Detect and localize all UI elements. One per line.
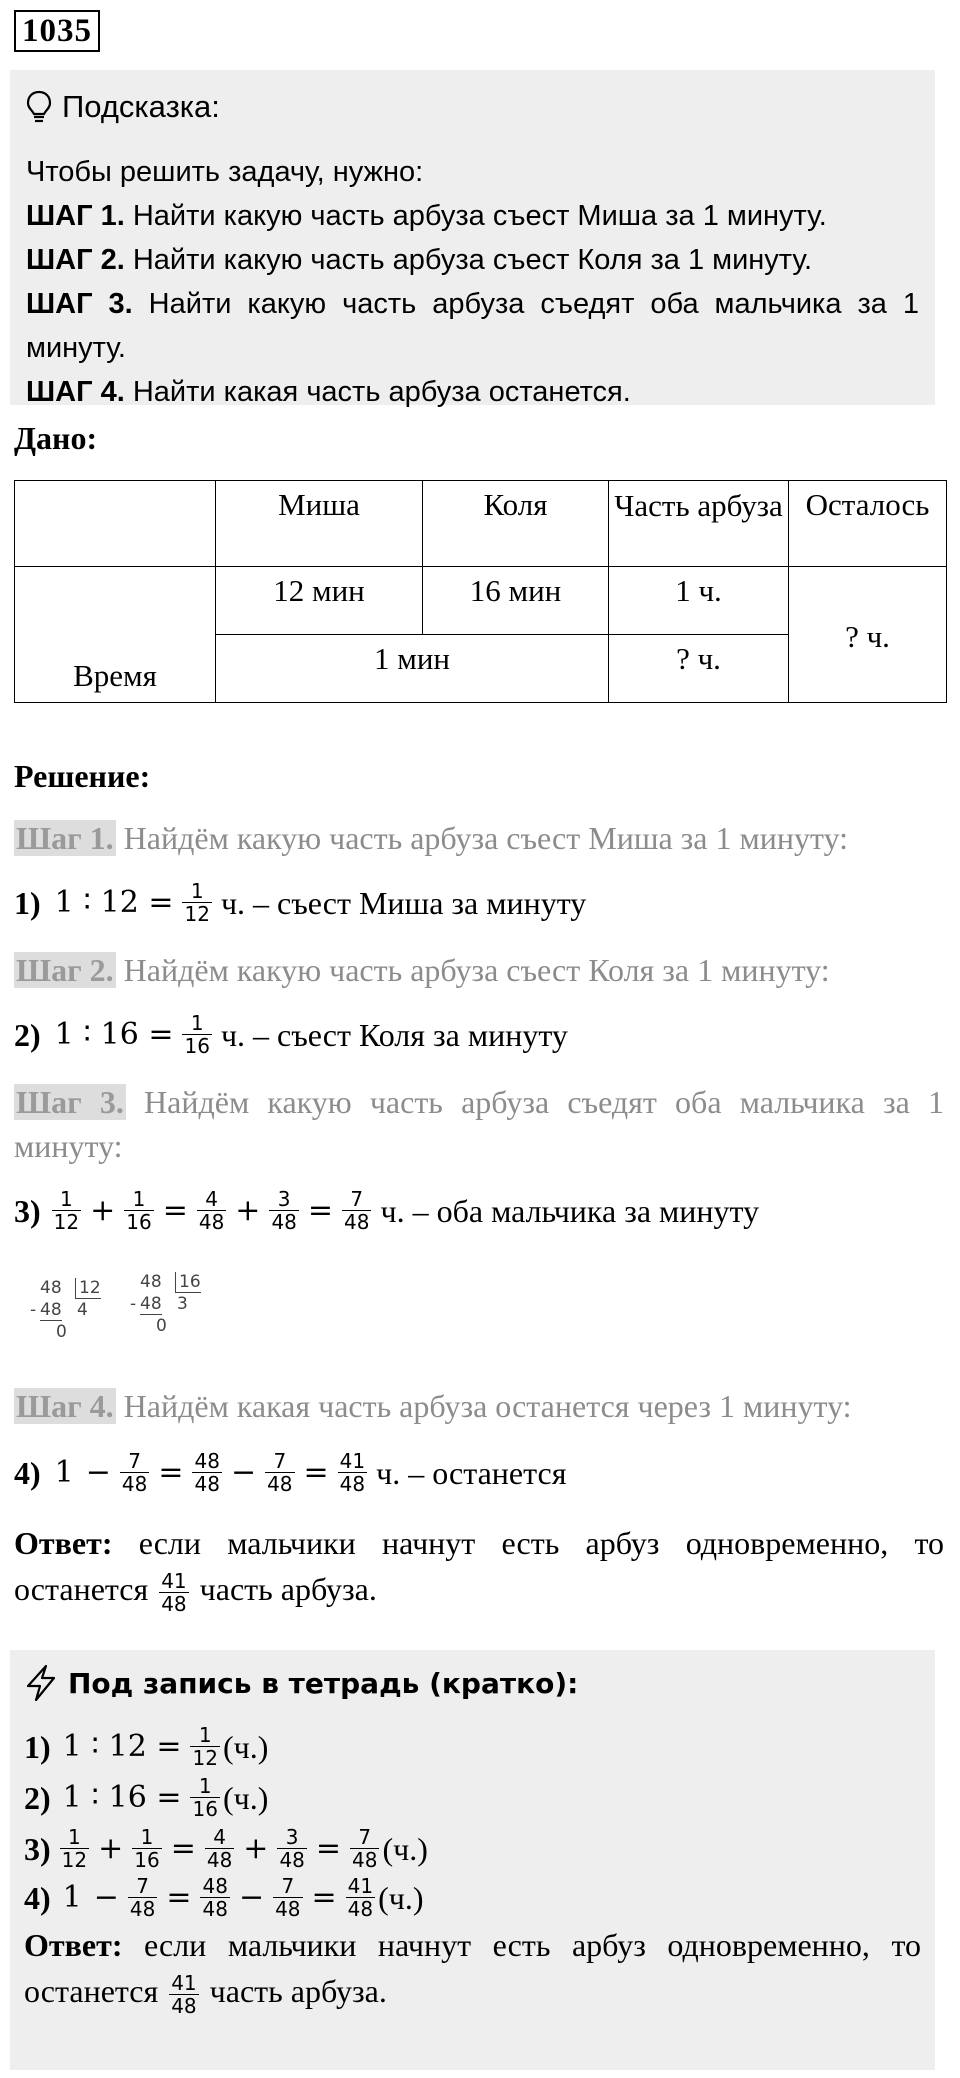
hint-step-4: ШАГ 4. Найти какая часть арбуза останется. xyxy=(26,376,631,408)
solution-label: Решение: xyxy=(14,758,151,794)
table-header-row xyxy=(15,481,947,567)
notebook-equation-3: 3) $\frac{1}{12}$ + $\frac{1}{16}$ = $\frac{4}{48}$ + $\frac{3}{48}$ = $\frac{7}{48}$ (ч.) xyxy=(24,1825,428,1872)
lightning-icon xyxy=(24,1664,58,1702)
solution-step-2: Шаг 2. Найдём какую часть арбуза съест Коля за 1 минуту: xyxy=(16,952,830,988)
equation-2: 2) 1 ∶ 16 = $\frac{1}{16}$ ч. – съест Коля за минуту xyxy=(14,1011,568,1058)
table-header-cell: Часть арбуза xyxy=(609,481,789,567)
solution-step-4: Шаг 4. Найдём какая часть арбуза останется через 1 минуту: xyxy=(16,1388,852,1424)
task-number: 1035 xyxy=(14,10,100,52)
table-header-cell: Миша xyxy=(216,481,423,567)
notebook-equation-2: 2) 1 ∶ 16 = $\frac{1}{16}$ (ч.) xyxy=(24,1774,269,1821)
given-label: Дано: xyxy=(14,420,98,456)
notebook-title: Под запись в тетрадь (кратко): xyxy=(68,1666,579,1700)
table-cell: 16 мин xyxy=(423,567,609,635)
notebook-header xyxy=(24,1658,921,1708)
hint-panel xyxy=(10,70,935,408)
given-table xyxy=(14,480,947,703)
table-cell: 1 мин xyxy=(216,635,609,703)
notebook-equation-4: 4) 1 − $\frac{7}{48}$ = $\frac{48}{48}$ − $\frac{7}{48}$ = $\frac{41}{48}$ (ч.) xyxy=(24,1874,424,1921)
table-row-label: Время xyxy=(15,567,216,703)
hint-header xyxy=(26,80,919,134)
table-header-cell: Коля xyxy=(423,481,609,567)
handwritten-division-2: - 48 16 48 3 0 xyxy=(130,1272,201,1336)
hint-step-2: ШАГ 2. Найти какую часть арбуза съест Коля за 1 минуту. xyxy=(26,244,813,276)
equation-1: 1) 1 ∶ 12 = $\frac{1}{12}$ ч. – съест Миша за минуту xyxy=(14,879,587,926)
solution-step-3: Шаг 3. Найдём какую часть арбуза съедят оба мальчика за 1 минуту: xyxy=(14,1084,945,1164)
hint-intro: Чтобы решить задачу, нужно: xyxy=(26,156,424,188)
notebook-panel xyxy=(10,1650,935,2070)
notebook-answer: Ответ: если мальчики начнут есть арбуз одновременно, то останется $\frac{41}{48}$ часть арбуза. xyxy=(24,1927,921,2019)
table-cell-remaining: ? ч. xyxy=(789,567,947,703)
table-header-cell xyxy=(15,481,216,567)
table-header-cell: Осталось xyxy=(789,481,947,567)
equation-3: 3) $\frac{1}{12}$ + $\frac{1}{16}$ = $\frac{4}{48}$ + $\frac{3}{48}$ = $\frac{7}{48}$ ч. – оба мальчика за минуту xyxy=(14,1187,760,1234)
equation-4: 4) 1 − $\frac{7}{48}$ = $\frac{48}{48}$ − $\frac{7}{48}$ = $\frac{41}{48}$ ч. – останется xyxy=(14,1449,567,1496)
notebook-equation-1: 1) 1 ∶ 12 = $\frac{1}{12}$ (ч.) xyxy=(24,1723,269,1770)
lightbulb-icon xyxy=(26,90,52,124)
handwritten-division-1: - 48 12 48 4 0 xyxy=(30,1278,101,1342)
hint-step-1: ШАГ 1. Найти какую часть арбуза съест Миша за 1 минуту. xyxy=(26,200,827,232)
hint-step-3: ШАГ 3. Найти какую часть арбуза съедят оба мальчика за 1 минуту. xyxy=(26,288,919,364)
table-cell: ? ч. xyxy=(609,635,789,703)
table-cell: 12 мин xyxy=(216,567,423,635)
table-cell: 1 ч. xyxy=(609,567,789,635)
solution-step-1: Шаг 1. Найдём какую часть арбуза съест Миша за 1 минуту: xyxy=(16,820,849,856)
table-row xyxy=(15,567,947,635)
answer: Ответ: если мальчики начнут есть арбуз одновременно, то останется $\frac{41}{48}$ часть арбуза. xyxy=(14,1525,944,1617)
hint-title: Подсказка: xyxy=(62,89,220,124)
